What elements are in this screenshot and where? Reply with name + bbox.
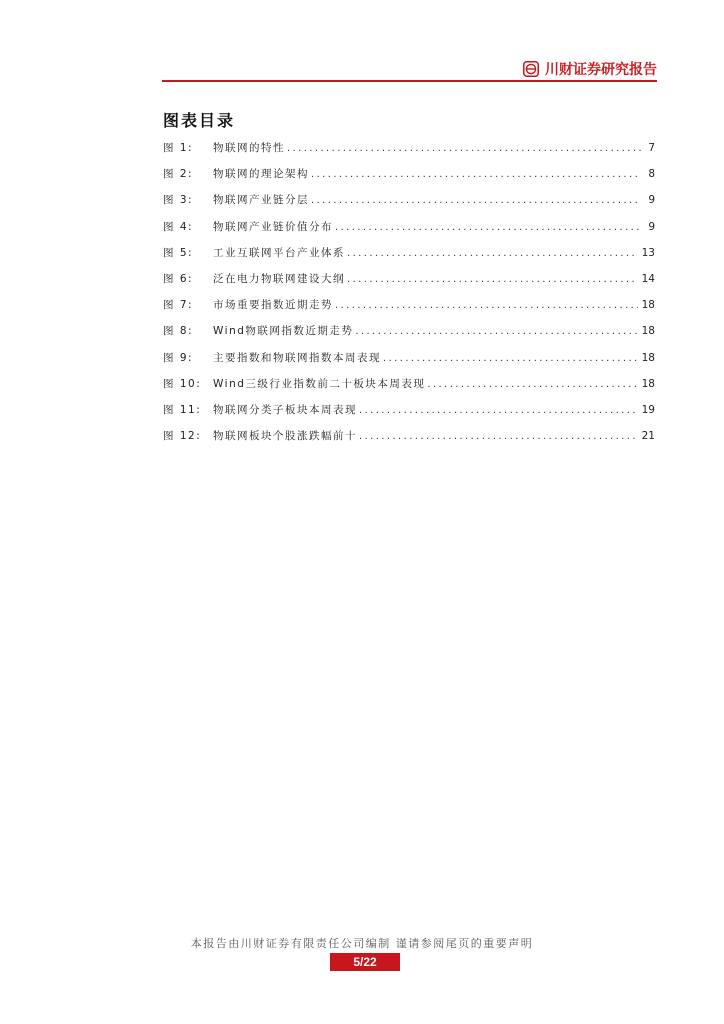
toc-caption: 泛在电力物联网建设大纲 [213,272,345,285]
toc-entry[interactable] [163,271,655,297]
toc-entry[interactable] [163,192,655,218]
toc-figure-number: 图 9: [163,351,194,364]
toc-dot-leader [311,195,641,206]
toc-caption: 物联网产业链价值分布 [213,220,333,233]
toc-figure-number: 图 4: [163,220,194,233]
toc-page-number: 14 [641,272,655,285]
toc-page-number: 19 [641,403,655,416]
toc-figure-number: 图 6: [163,272,194,285]
toc-dot-leader [335,300,638,311]
toc-dot-leader [359,431,638,442]
toc-figure-number: 图 12: [163,430,202,443]
brand-name: 川财证券研究报告 [545,62,657,78]
toc-entry[interactable] [163,166,655,192]
toc-entry[interactable] [163,376,655,402]
toc-figure-number: 图 1: [163,142,194,154]
header-divider [162,80,657,82]
toc-caption: 工业互联网平台产业体系 [213,246,345,259]
toc-figure-number: 图 11: [163,403,202,416]
toc-page-number: 7 [648,142,655,154]
toc-figure-number: 图 7: [163,299,194,312]
toc-caption: 物联网板块个股涨跌幅前十 [213,430,357,443]
toc-dot-leader [335,222,641,233]
toc-entry[interactable] [163,297,655,323]
toc-caption: 物联网的理论架构 [213,168,309,181]
toc-page-number: 13 [641,246,655,259]
toc-dot-leader [311,169,641,180]
toc-entry[interactable] [163,140,655,166]
toc-page-number: 9 [648,194,655,207]
toc-figure-number: 图 8: [163,325,194,338]
toc-page-number: 18 [641,299,655,312]
toc-list [163,140,655,454]
footer-disclaimer: 本报告由川财证券有限责任公司编制 谨请参阅尾页的重要声明 [190,937,534,950]
toc-entry[interactable] [163,350,655,376]
toc-entry[interactable] [163,323,655,349]
toc-caption: Wind物联网指数近期走势 [213,325,354,338]
toc-caption: 市场重要指数近期走势 [213,299,333,312]
chuancai-logo-icon [523,61,539,77]
toc-caption: 物联网产业链分层 [213,194,309,207]
toc-caption: Wind三级行业指数前二十板块本周表现 [213,377,426,390]
toc-page-number: 8 [648,168,655,181]
toc-caption: 物联网分类子板块本周表现 [213,403,357,416]
toc-caption: 主要指数和物联网指数本周表现 [213,351,381,364]
brand [523,58,657,80]
toc-dot-leader [359,405,638,416]
toc-dot-leader [383,353,638,364]
toc-entry[interactable] [163,428,655,454]
toc-dot-leader [427,379,637,390]
toc-entry[interactable] [163,402,655,428]
toc-page-number: 18 [641,325,655,338]
toc-figure-number: 图 2: [163,168,194,181]
toc-page-number: 21 [641,430,655,443]
toc-page-number: 18 [641,351,655,364]
toc-dot-leader [347,274,638,285]
toc-caption: 物联网的特性 [213,142,285,154]
toc-entry[interactable] [163,219,655,245]
page-header [162,55,657,83]
toc-page-number: 9 [648,220,655,233]
toc-dot-leader [287,143,641,154]
toc-figure-number: 图 10: [163,377,202,390]
toc-dot-leader [347,248,638,259]
toc-title: 图表目录 [163,111,236,130]
toc-figure-number: 图 3: [163,194,194,207]
toc-page-number: 18 [641,377,655,390]
toc-entry[interactable] [163,245,655,271]
toc-dot-leader [355,326,637,337]
toc-figure-number: 图 5: [163,246,194,259]
page-number-badge: 5/22 [330,953,400,971]
